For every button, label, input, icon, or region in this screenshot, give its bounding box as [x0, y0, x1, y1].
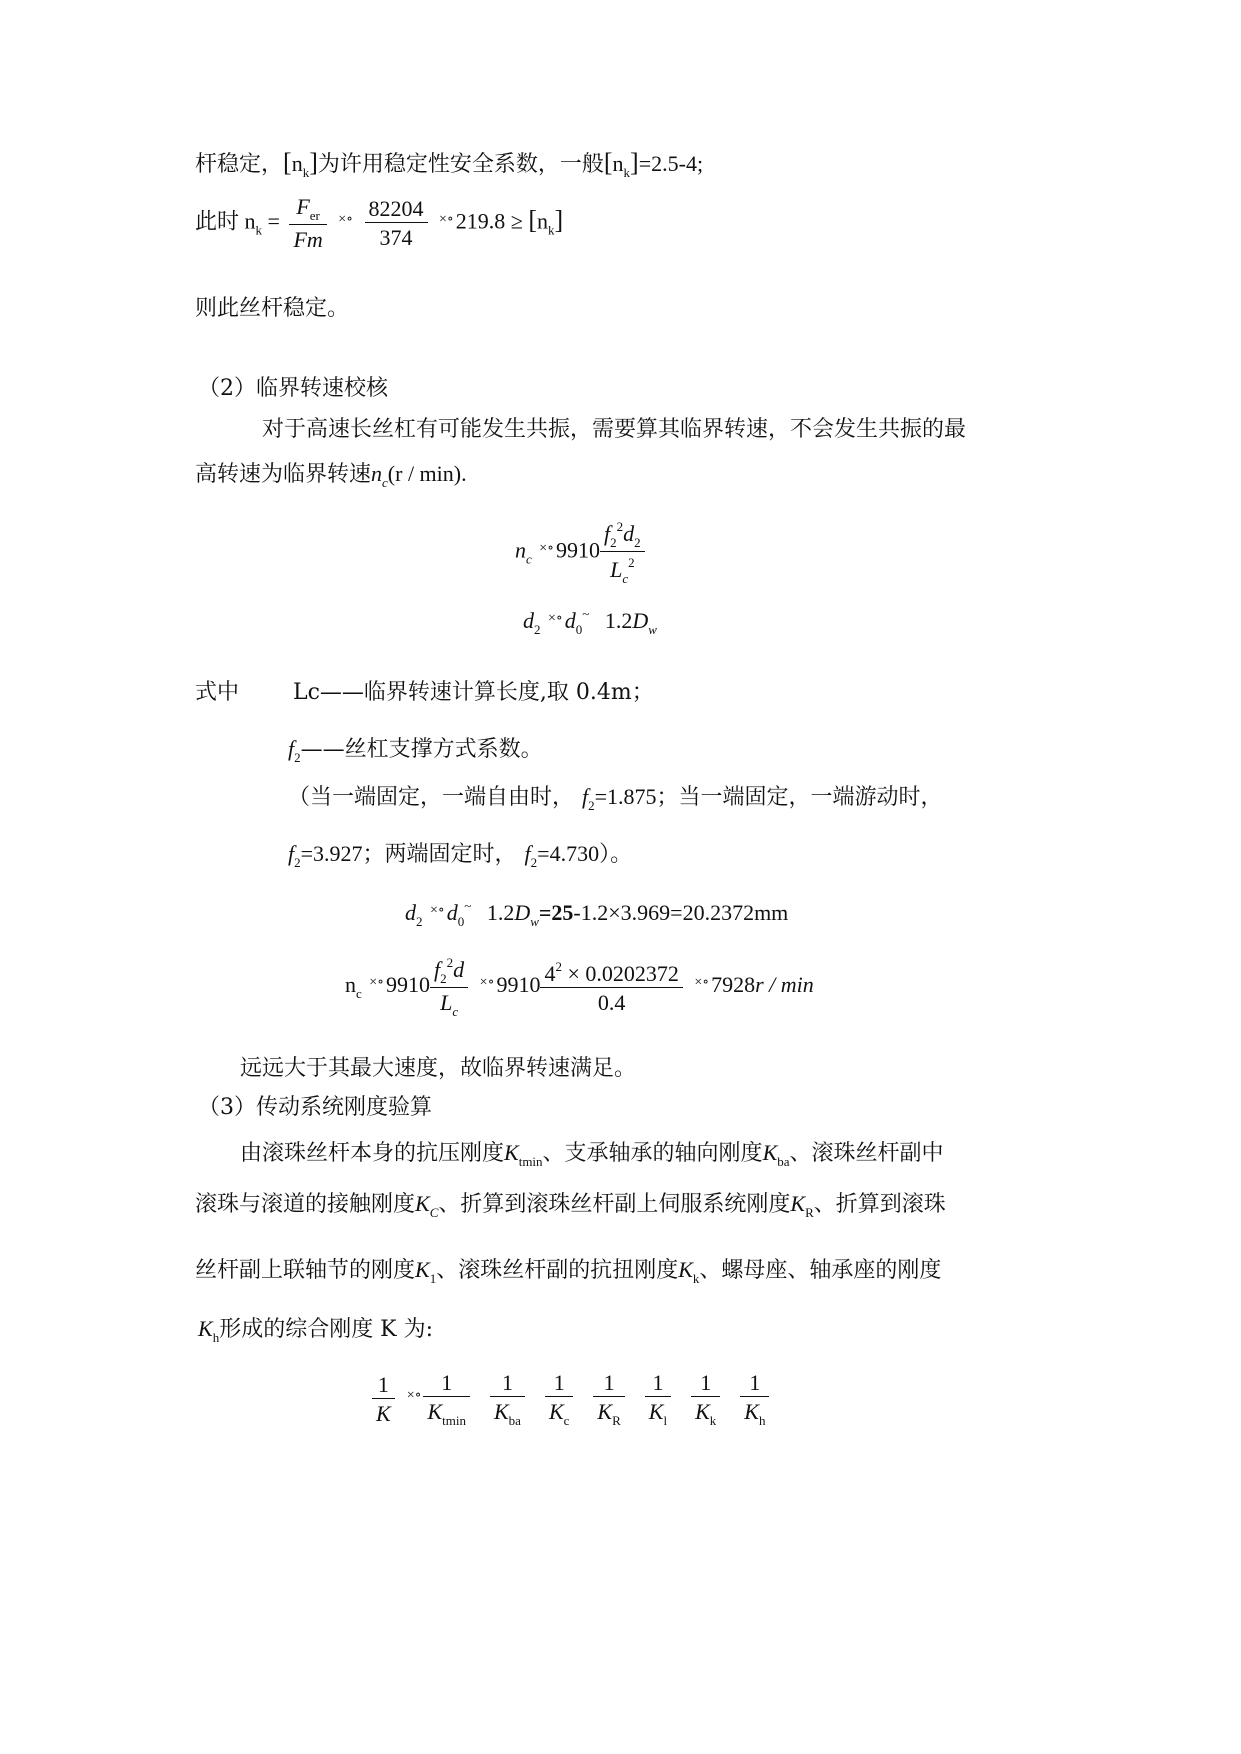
subscript: 2: [534, 622, 541, 637]
fraction-1-kh: [740, 1372, 769, 1427]
text: 杆稳定，: [195, 152, 284, 177]
K-symbol: K: [548, 1399, 564, 1424]
K-symbol: K: [597, 1399, 613, 1424]
text: 、支承轴承的轴向刚度: [542, 1141, 763, 1166]
n-symbol: n: [244, 208, 256, 234]
n-symbol: n: [345, 972, 356, 998]
superscript: 2: [446, 955, 454, 970]
bracket: [: [603, 148, 613, 177]
operator-glyph: ×∘: [479, 975, 495, 991]
superscript: 2: [616, 519, 624, 534]
text: 滚珠与滚道的接触刚度: [195, 1192, 416, 1217]
coefficient: 9910: [496, 972, 541, 998]
text: =3.927；两端固定时，: [300, 841, 517, 866]
result-value: 219.8: [455, 208, 506, 234]
K-symbol: K: [493, 1399, 509, 1424]
text: 此时: [195, 209, 240, 235]
numerator: 1: [372, 1374, 395, 1399]
para-critical-speed-line1: 对于高速长丝杠有可能发生共振，需要算其临界转速，不会发生共振的最: [262, 417, 967, 442]
c-subscript: c: [526, 551, 532, 567]
value-bold: 25: [551, 900, 574, 925]
subscript: ba: [508, 1413, 521, 1428]
text: 高转速为临界转速: [195, 462, 372, 487]
where-f2-values-line2: [288, 843, 632, 869]
n-symbol: n: [515, 537, 526, 563]
k-subscript: k: [302, 165, 310, 180]
coefficient: 9910: [556, 537, 601, 563]
numerator: 1: [645, 1372, 671, 1397]
K-symbol: K: [762, 1140, 778, 1165]
para-stiffness-line2: [195, 1193, 946, 1219]
c-subscript: c: [382, 475, 388, 490]
K-symbol: K: [376, 1401, 391, 1426]
subscript: k: [692, 1271, 700, 1286]
tilde: ~: [464, 898, 472, 913]
where-f2-definition: [288, 738, 543, 764]
subscript: R: [805, 1205, 814, 1220]
subscript: C: [429, 1205, 439, 1220]
superscript: 2: [628, 555, 635, 570]
fraction-1-kba: [490, 1372, 525, 1427]
subscript: 0: [575, 622, 583, 637]
operator-glyph: ×∘: [439, 211, 454, 227]
d-symbol: d: [523, 608, 534, 633]
para-critical-speed-line2: [195, 463, 467, 489]
K-symbol: K: [504, 1140, 519, 1165]
fraction-1-kc: [545, 1372, 573, 1427]
equals: =: [538, 900, 552, 925]
text: 、滚珠丝杆副的抗扭刚度: [436, 1258, 679, 1283]
subscript: w: [648, 622, 657, 637]
f-symbol: f: [524, 841, 531, 866]
heading-critical-speed: （2）临界转速校核: [198, 376, 388, 401]
subscript: 2: [610, 535, 617, 550]
text: 形成的综合刚度 K 为:: [219, 1317, 434, 1342]
subscript: 1: [429, 1271, 437, 1286]
fraction-1-ktmin: [423, 1372, 470, 1427]
numerator: 1: [545, 1372, 573, 1397]
operator-glyph: ×∘: [694, 975, 710, 991]
k-subscript: k: [548, 222, 555, 238]
K-symbol: K: [678, 1257, 693, 1282]
fraction-1-kr: [593, 1372, 624, 1427]
numerator: 1: [423, 1372, 470, 1397]
range-value: =2.5-4;: [638, 151, 704, 176]
para-stiffness-line1: [240, 1142, 944, 1168]
where-lc-definition: Lc——临界转速计算长度,取 0.4m；: [293, 680, 654, 705]
text: =1.875；当一端固定，一端游动时，: [594, 784, 943, 809]
base: 4: [544, 961, 556, 986]
K-symbol: K: [695, 1399, 710, 1424]
subscript: 2: [440, 971, 447, 986]
coefficient: 1.2: [604, 608, 633, 633]
text: 为许用稳定性安全系数，一般: [317, 152, 604, 177]
text: （当一端固定，一端自由时，: [288, 785, 575, 810]
coefficient: 9910: [386, 972, 431, 998]
D-symbol: D: [632, 608, 649, 633]
fraction-f2-d-lc: [430, 956, 468, 1018]
bracket: ]: [630, 148, 639, 177]
coefficient: 1.2: [486, 900, 515, 925]
d-symbol: d: [453, 957, 465, 982]
denominator: 0.4: [597, 990, 626, 1015]
fraction-f2-d2-lc2: [600, 520, 645, 585]
fraction-1-K: [372, 1374, 395, 1425]
subscript: tmin: [518, 1154, 543, 1169]
operator-glyph: ×∘: [539, 540, 555, 556]
subscript: c: [452, 1004, 459, 1019]
computation: -1.2×3.969=20.2372mm: [573, 900, 789, 925]
n-symbol: n: [537, 208, 549, 234]
bracket: ]: [309, 148, 318, 177]
equation-d2: [523, 607, 657, 636]
unit: r / min: [755, 972, 814, 998]
F-symbol: F: [296, 194, 310, 219]
K-symbol: K: [790, 1191, 806, 1216]
numerator: 1: [490, 1372, 525, 1397]
conclusion-critical-speed: 远远大于其最大速度，故临界转速满足。: [240, 1056, 637, 1081]
result-value: 7928: [711, 972, 756, 998]
Fm-symbol: Fm: [293, 227, 323, 252]
text: 、滚珠丝杆副中: [789, 1141, 944, 1166]
subscript: 2: [294, 750, 301, 765]
K-symbol: K: [415, 1257, 430, 1282]
d-symbol: d: [405, 900, 416, 925]
f-symbol: f: [434, 957, 441, 982]
er-subscript: er: [309, 208, 320, 223]
subscript: 2: [530, 855, 538, 870]
ge-symbol: ≥: [510, 208, 523, 234]
text: =4.730）。: [537, 841, 633, 866]
superscript: 2: [555, 959, 562, 974]
K-symbol: K: [648, 1399, 664, 1424]
text: 、螺母座、轴承座的刚度: [699, 1258, 942, 1283]
tilde: ~: [582, 606, 590, 621]
equation-safety-factor: [195, 196, 563, 251]
equals: =: [267, 208, 280, 234]
operator-glyph: ×∘: [548, 611, 563, 626]
fraction-numeric: [540, 960, 682, 1014]
operator-glyph: ×∘: [338, 211, 354, 227]
operator-glyph: ×∘: [406, 1387, 422, 1403]
d-symbol: d: [446, 900, 458, 925]
D-symbol: D: [514, 900, 531, 925]
subscript: l: [663, 1413, 668, 1428]
bracket: ]: [554, 205, 564, 235]
operator-glyph: ×∘: [369, 975, 385, 991]
f-symbol: f: [288, 841, 295, 866]
K-symbol: K: [427, 1399, 443, 1424]
K-symbol: K: [198, 1316, 213, 1341]
subscript: c: [622, 571, 629, 586]
k-subscript: k: [255, 222, 263, 238]
where-f2-values-line1: [288, 786, 943, 812]
text: 、折算到滚珠丝杆副上伺服系统刚度: [438, 1192, 791, 1217]
subscript: 2: [294, 855, 301, 870]
numerator: 1: [593, 1372, 624, 1397]
K-symbol: K: [415, 1191, 430, 1216]
n-symbol: n: [612, 151, 624, 176]
numerator-tail: × 0.0202372: [561, 961, 679, 986]
K-symbol: K: [744, 1399, 759, 1424]
fraction-1-kl: [645, 1372, 671, 1427]
heading-stiffness: （3）传动系统刚度验算: [198, 1095, 432, 1120]
fraction-1-kk: [691, 1372, 720, 1427]
subscript: 2: [416, 914, 423, 929]
para-stiffness-line4: [198, 1318, 433, 1344]
para-stiffness-line3: [195, 1259, 941, 1285]
d-symbol: d: [623, 521, 635, 546]
unit: (r / min).: [387, 461, 467, 486]
k-subscript: k: [623, 165, 631, 180]
subscript: k: [709, 1413, 717, 1428]
subscript: w: [530, 914, 539, 929]
f-symbol: f: [604, 521, 611, 546]
subscript: tmin: [442, 1413, 466, 1428]
numerator: 1: [740, 1372, 769, 1397]
subscript: h: [212, 1330, 220, 1345]
subscript: 2: [634, 535, 641, 550]
fraction-fer-fm: [289, 196, 326, 251]
line-stable-conclusion: 则此丝杆稳定。: [195, 296, 350, 321]
n-symbol: n: [291, 151, 303, 176]
text: 丝杆副上联轴节的刚度: [195, 1258, 416, 1283]
subscript: h: [758, 1413, 766, 1428]
d-symbol: d: [564, 608, 576, 633]
line-stability-criterion: [195, 150, 703, 179]
numerator: 1: [691, 1372, 720, 1397]
subscript: 0: [457, 914, 465, 929]
subscript: R: [612, 1413, 621, 1428]
numerator: 82204: [365, 198, 428, 223]
L-symbol: L: [610, 557, 623, 582]
subscript: c: [563, 1413, 570, 1428]
fraction-numbers: [365, 198, 428, 249]
c-subscript: c: [356, 986, 362, 1002]
equation-critical-speed-computed: [345, 956, 814, 1018]
equation-d2-computed: [405, 899, 788, 928]
L-symbol: L: [440, 990, 453, 1015]
subscript: ba: [777, 1154, 790, 1169]
equation-total-stiffness: [362, 1372, 779, 1427]
bracket: [: [528, 205, 538, 235]
where-label: 式中: [195, 680, 240, 705]
bracket: [: [283, 148, 292, 177]
operator-glyph: ×∘: [430, 903, 445, 918]
n-symbol: n: [371, 461, 383, 486]
subscript: 2: [588, 798, 595, 813]
equation-critical-speed: [515, 520, 649, 585]
denominator: 374: [379, 225, 413, 250]
f-symbol: f: [582, 784, 589, 809]
text: 、折算到滚珠: [813, 1192, 946, 1217]
f-symbol: f: [288, 736, 295, 761]
text: 由滚珠丝杆本身的抗压刚度: [240, 1141, 505, 1166]
text: ——丝杠支撑方式系数。: [300, 737, 543, 762]
